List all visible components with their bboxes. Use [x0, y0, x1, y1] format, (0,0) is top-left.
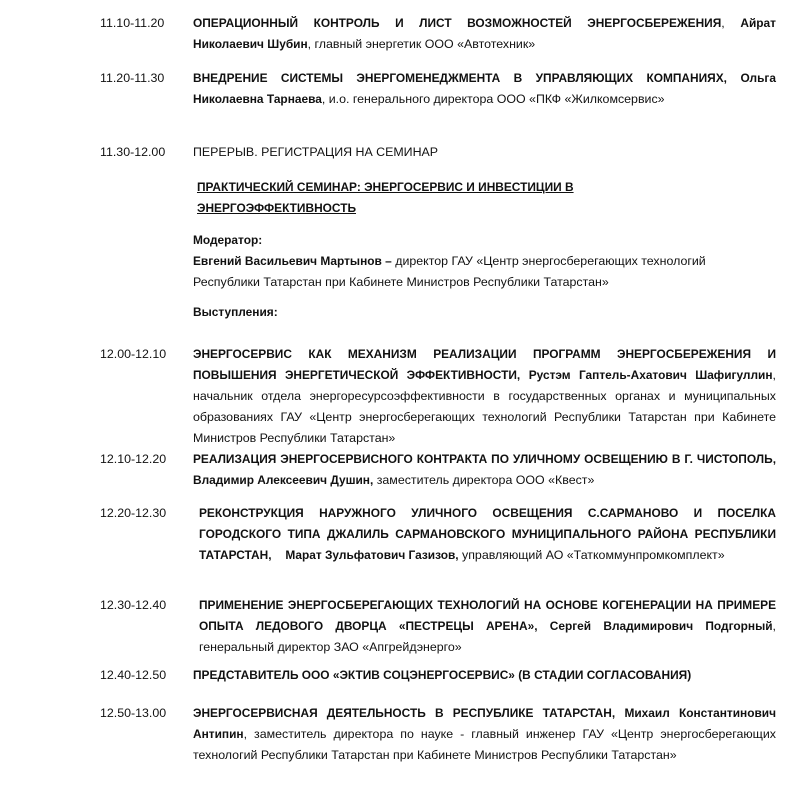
speaker-role: , и.о. генерального директора ООО «ПКФ «Жилкомсервис» — [321, 92, 665, 106]
speaker-role: управляющий АО «Таткоммунпромкомплект» — [458, 548, 725, 562]
moderator-name: Евгений Васильевич Мартынов – — [193, 254, 392, 268]
speaker-name: Айрат Николаевич Шубин — [193, 16, 776, 51]
talk-content — [199, 595, 776, 658]
time-slot: 12.00-12.10 — [100, 347, 167, 361]
time-slot: 11.20-11.30 — [100, 71, 165, 85]
talk-content — [193, 449, 776, 491]
speaker-role: заместитель директора ООО «Квест» — [373, 473, 595, 487]
speaker-role: , начальник отдела энергоресурсоэффективности в государственных органах и муниципальных образованиях ГАУ «Центр энергосберегающих технологий Республики Татарстан при Кабинете Министров Республики Татарстан» — [193, 368, 776, 445]
time-slot: 12.30-12.40 — [100, 598, 167, 612]
speaker-name: Ольга Николаевна Тарнаева — [193, 71, 776, 106]
separator: , — [721, 16, 741, 30]
talk-title: ЭНЕРГОСЕРВИС КАК МЕХАНИЗМ РЕАЛИЗАЦИИ ПРОГРАММ ЭНЕРГОСБЕРЕЖЕНИЯ И ПОВЫШЕНИЯ ЭНЕРГЕТИЧЕСКОЙ ЭФФЕКТИВНОСТИ, — [193, 347, 776, 382]
talk-content — [199, 503, 776, 566]
time-slot: 12.20-12.30 — [100, 506, 167, 520]
time-slot: 12.50-13.00 — [100, 706, 167, 720]
speaker-name: , Владимир Алексеевич Душин, — [193, 452, 776, 487]
break-text: ПЕРЕРЫВ. РЕГИСТРАЦИЯ НА СЕМИНАР — [193, 145, 439, 159]
time-slot: 12.40-12.50 — [100, 668, 167, 682]
talk-title: РЕАЛИЗАЦИЯ ЭНЕРГОСЕРВИСНОГО КОНТРАКТА ПО УЛИЧНОМУ ОСВЕЩЕНИЮ В Г. ЧИСТОПОЛЬ — [193, 452, 773, 466]
talk-title: ПРЕДСТАВИТЕЛЬ ООО «ЭКТИВ СОЦЭНЕРГОСЕРВИС» (В СТАДИИ СОГЛАСОВАНИЯ) — [193, 668, 692, 682]
speaker-role: , генеральный директор ЗАО «Апгрейдэнерго» — [199, 619, 776, 654]
talks-label — [193, 302, 776, 323]
speaker-name: Михаил Константинович Антипин — [193, 706, 776, 741]
time-slot: 11.30-12.00 — [100, 145, 166, 159]
time-slot: 11.10-11.20 — [100, 16, 165, 30]
talks-label-text: Выступления: — [193, 305, 278, 319]
speaker-name: Рустэм Гаптель-Ахатович Шафигуллин — [528, 368, 773, 382]
moderator-role: директор ГАУ «Центр энергосберегающих технологий Республики Татарстан при Кабинете Министров Республики Татарстан» — [193, 254, 706, 289]
talk-content — [193, 344, 776, 449]
moderator-label: Модератор: — [193, 233, 263, 247]
seminar-title-text: ПРАКТИЧЕСКИЙ СЕМИНАР: ЭНЕРГОСЕРВИС И ИНВЕСТИЦИИ В ЭНЕРГОЭФФЕКТИВНОСТЬ — [197, 180, 574, 215]
moderator-info — [193, 251, 776, 293]
talk-title: ПРИМЕНЕНИЕ ЭНЕРГОСБЕРЕГАЮЩИХ ТЕХНОЛОГИЙ НА ОСНОВЕ КОГЕНЕРАЦИИ НА ПРИМЕРЕ ОПЫТА ЛЕДОВОГО ДВОРЦА «ПЕСТРЕЦЫ АРЕНА», Сергей Владимирович Подгорный — [199, 598, 776, 633]
talk-title: ЭНЕРГОСЕРВИСНАЯ ДЕЯТЕЛЬНОСТЬ В РЕСПУБЛИКЕ ТАТАРСТАН, — [193, 706, 616, 720]
speaker-role: , заместитель директора по науке - главный инженер ГАУ «Центр энергосберегающих технологий Республики Татарстан при Кабинете Министров Республики Татарстан» — [193, 727, 776, 762]
seminar-title — [197, 177, 597, 219]
talk-content — [193, 665, 776, 686]
talk-title: ВНЕДРЕНИЕ СИСТЕМЫ ЭНЕРГОМЕНЕДЖМЕНТА В УПРАВЛЯЮЩИХ КОМПАНИЯХ, — [193, 71, 727, 85]
talk-title: ОПЕРАЦИОННЫЙ КОНТРОЛЬ И ЛИСТ ВОЗМОЖНОСТЕЙ ЭНЕРГОСБЕРЕЖЕНИЯ — [193, 16, 722, 30]
agenda-content — [193, 13, 776, 55]
agenda-content — [193, 68, 776, 110]
speaker-role: , главный энергетик ООО «Автотехник» — [307, 37, 536, 51]
speaker-name: Марат Зульфатович Газизов, — [285, 548, 459, 562]
talk-content — [193, 703, 776, 766]
moderator-block — [193, 230, 776, 293]
talk-title: РЕКОНСТРУКЦИЯ НАРУЖНОГО УЛИЧНОГО ОСВЕЩЕНИЯ С.САРМАНОВО И ПОСЕЛКА ГОРОДСКОГО ТИПА ДЖАЛИЛЬ САРМАНОВСКОГО МУНИЦИПАЛЬНОГО РАЙОНА РЕСПУБЛИКИ ТАТАРСТАН, — [199, 506, 776, 562]
separator — [727, 71, 741, 85]
time-slot: 12.10-12.20 — [100, 452, 167, 466]
